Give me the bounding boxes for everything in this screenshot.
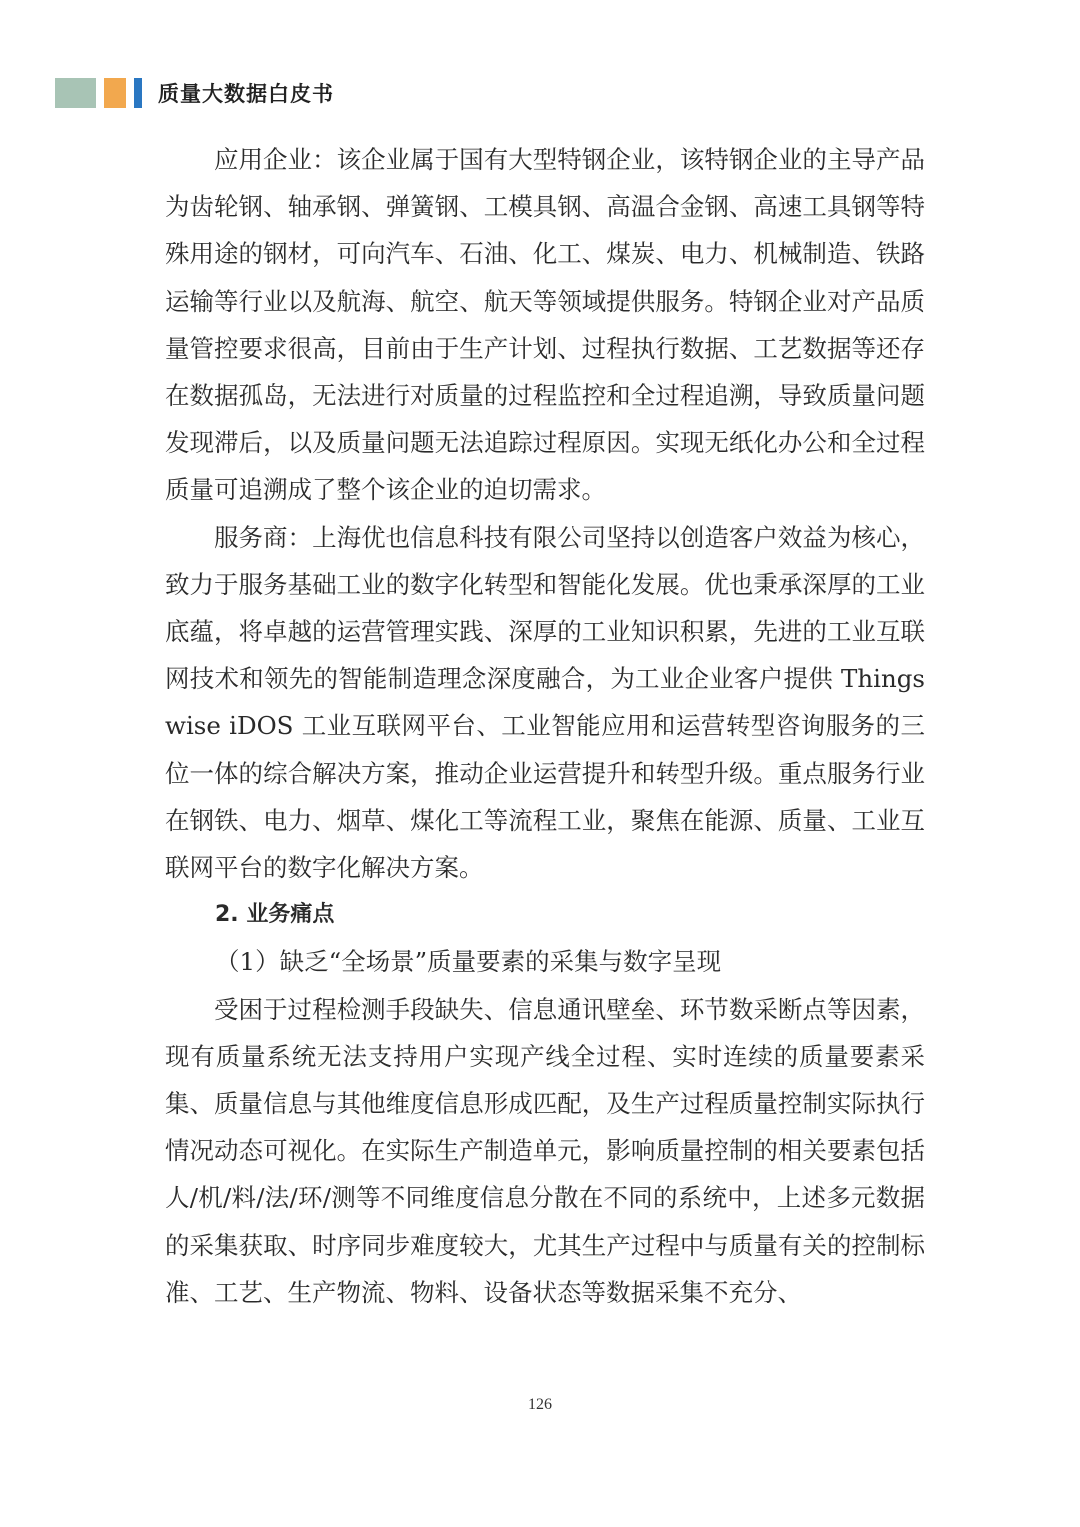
header-decoration-blue-bar — [134, 78, 142, 108]
paragraph-application-enterprise: 应用企业：该企业属于国有大型特钢企业，该特钢企业的主导产品为齿轮钢、轴承钢、弹簧钢、工模具钢、高温合金钢、高速工具钢等特殊用途的钢材，可向汽车、石油、化工、煤炭、电力、机械制造、铁路运输等行业以及航海、航空、航天等领域提供服务。特钢企业对产品质量管控要求很高，目前由于生产计划、过程执行数据、工艺数据等还存在数据孤岛，无法进行对质量的过程监控和全过程追溯，导致质量问题发现滞后，以及质量问题无法追踪过程原因。实现无纸化办公和全过程质量可追溯成了整个该企业的迫切需求。 — [165, 145, 925, 505]
paragraph-service-provider: 服务商：上海优也信息科技有限公司坚持以创造客户效益为核心，致力于服务基础工业的数字化转型和智能化发展。优也秉承深厚的工业底蕴，将卓越的运营管理实践、深厚的工业知识积累，先进的工业互联网技术和领先的智能制造理念深度融合，为工业企业客户提供 Thingswise iDOS 工业互联网平台、工业智能应用和运营转型咨询服务的三位一体的综合解决方案，推动企业运营提升和转型升级。重点服务行业在钢铁、电力、烟草、煤化工等流程工业，聚焦在能源、质量、工业互联网平台的数字化解决方案。 — [165, 522, 925, 883]
subsection-heading: （1）缺乏“全场景”质量要素的采集与数字呈现 — [215, 947, 722, 977]
page-header — [55, 78, 334, 108]
page-body — [165, 136, 925, 1316]
section-heading: 2. 业务痛点 — [215, 902, 335, 928]
header-decoration-orange-block — [104, 78, 126, 108]
paragraph-pain-point: 受困于过程检测手段缺失、信息通讯壁垒、环节数采断点等因素，现有质量系统无法支持用户实现产线全过程、实时连续的质量要素采集、质量信息与其他维度信息形成匹配，及生产过程质量控制实际执行情况动态可视化。在实际生产制造单元，影响质量控制的相关要素包括人/机/料/法/环/测等不同维度信息分散在不同的系统中，上述多元数据的采集获取、时序同步难度较大，尤其生产过程中与质量有关的控制标准、工艺、生产物流、物料、设备状态等数据采集不充分、 — [165, 994, 925, 1307]
header-decoration-green-block — [55, 78, 96, 108]
header-title: 质量大数据白皮书 — [158, 82, 334, 106]
page-number: 126 — [528, 1396, 552, 1413]
